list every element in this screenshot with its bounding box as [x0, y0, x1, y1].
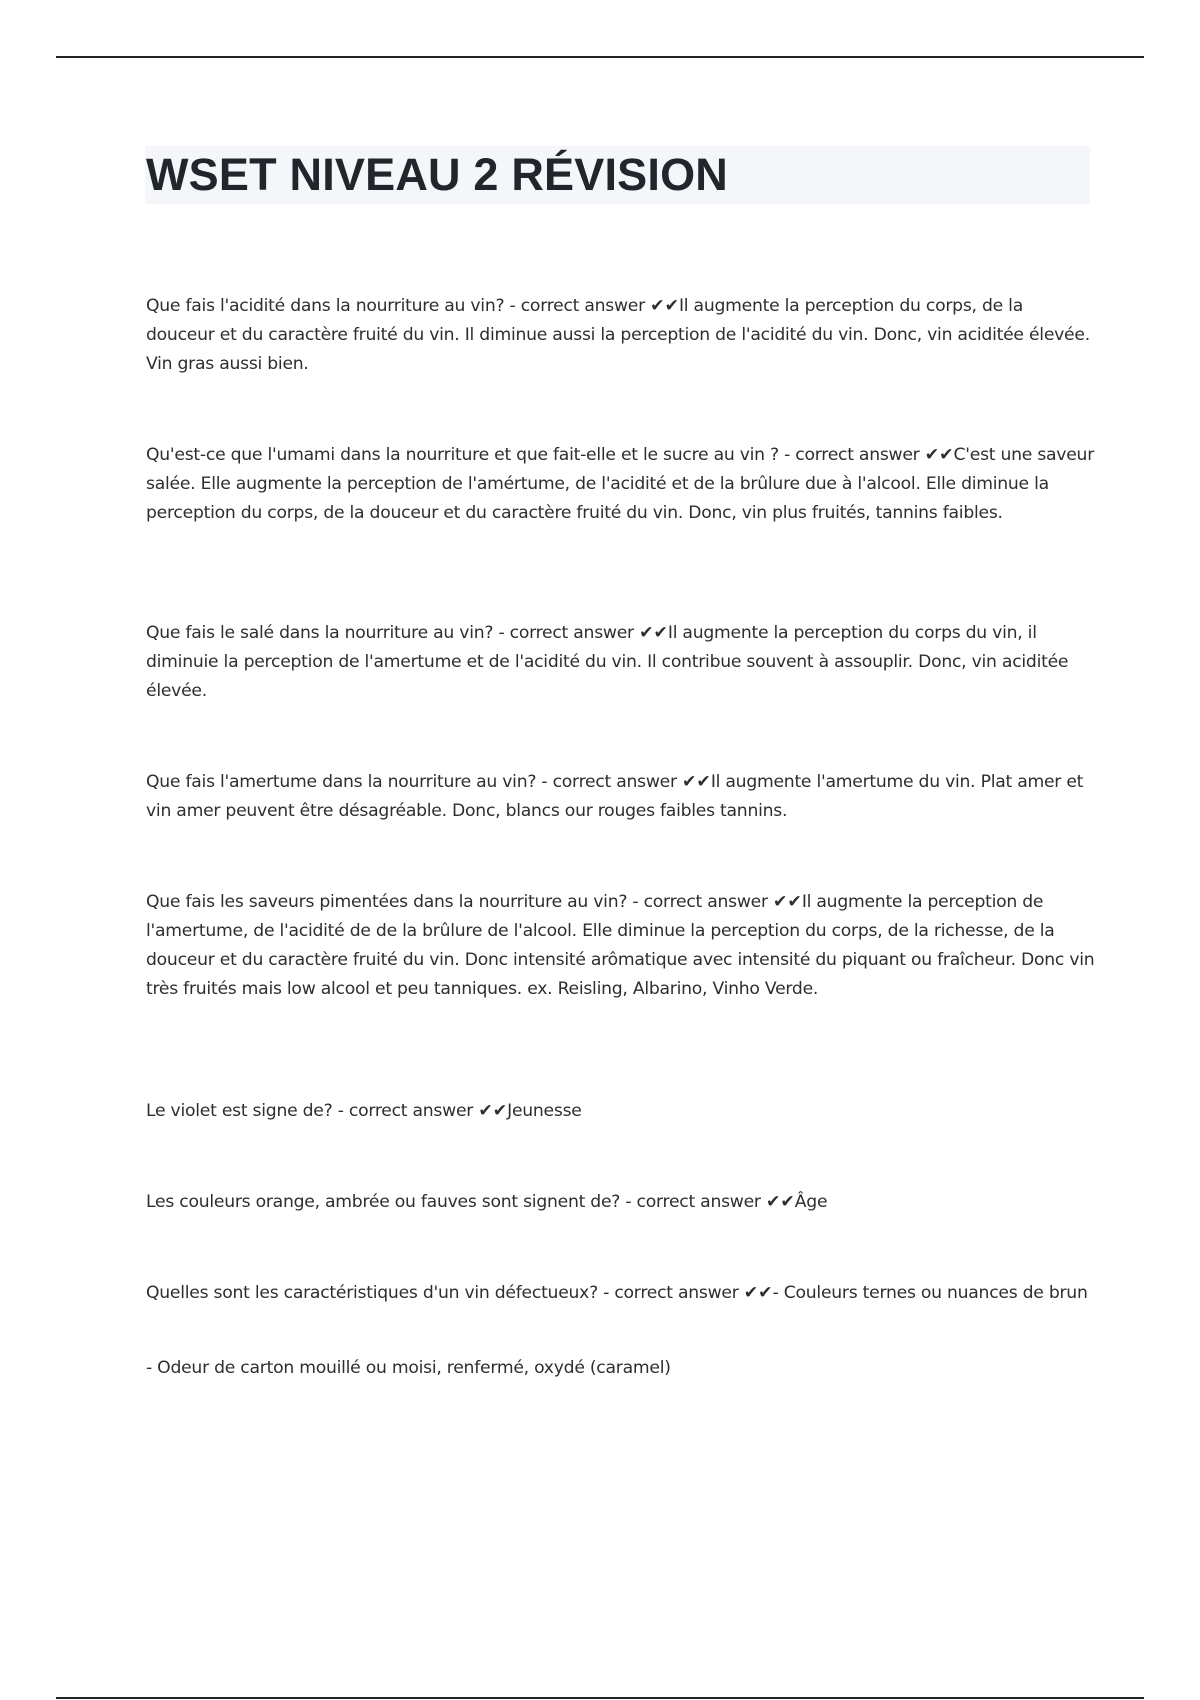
- double-check-icon: ✔✔: [639, 623, 668, 643]
- question-text: Que fais l'amertume dans la nourriture au vin? - correct answer: [146, 772, 683, 792]
- answer-continuation: - Odeur de carton mouillé ou moisi, renfermé, oxydé (caramel): [146, 1358, 671, 1378]
- question-text: Les couleurs orange, ambrée ou fauves sont signent de? - correct answer: [146, 1192, 766, 1212]
- qa-entry: [146, 768, 1096, 826]
- qa-entry: [146, 1188, 1096, 1217]
- double-check-icon: ✔✔: [765, 1192, 795, 1212]
- double-check-icon: ✔✔: [773, 892, 802, 912]
- double-check-icon: ✔✔: [650, 296, 679, 316]
- answer-text: Il augmente la perception de l'amertume, de l'acidité de de la brûlure de l'alcool. Elle diminue la perception du corps, de la richesse, de la douceur et du caractère fruité du vin. Donc intensité arômatique avec intensité du piquant ou fraîcheur. Donc vin très fruités mais low alcool et peu tanniques. ex. Reisling, Albarino, Vinho Verde.: [146, 892, 1095, 999]
- answer-text: Il augmente la perception du corps du vin, il diminuie la perception de l'amertume et de l'acidité du vin. Il contribue souvent à assouplir. Donc, vin aciditée élevée.: [146, 623, 1069, 701]
- question-text: Que fais l'acidité dans la nourriture au vin? - correct answer: [146, 296, 651, 316]
- question-text: Qu'est-ce que l'umami dans la nourriture et que fait-elle et le sucre au vin ? - correct answer: [146, 445, 925, 465]
- question-text: Le violet est signe de? - correct answer: [146, 1101, 479, 1121]
- double-check-icon: ✔✔: [682, 772, 711, 792]
- qa-entry: [146, 1097, 1096, 1126]
- qa-entry: [146, 1279, 1096, 1308]
- qa-entry: [146, 888, 1096, 1004]
- bottom-rule: [56, 1697, 1144, 1699]
- qa-entry: [146, 292, 1096, 379]
- answer-text: - Couleurs ternes ou nuances de brun: [772, 1283, 1088, 1303]
- answer-text: Jeunesse: [507, 1101, 582, 1121]
- qa-entry: [146, 441, 1096, 528]
- answer-text: Il augmente l'amertume du vin. Plat amer et vin amer peuvent être désagréable. Donc, blancs our rouges faibles tannins.: [146, 772, 1084, 821]
- qa-entry: [146, 619, 1096, 706]
- double-check-icon: ✔✔: [478, 1101, 508, 1121]
- answer-text: Âge: [794, 1192, 828, 1212]
- question-text: Que fais le salé dans la nourriture au vin? - correct answer: [146, 623, 640, 643]
- answer-text: C'est une saveur salée. Elle augmente la perception de l'amértume, de l'acidité et de la brûlure due à l'alcool. Elle diminue la perception du corps, de la douceur et du caractère fruité du vin. Donc, vin plus fruités, tannins faibles.: [146, 445, 1095, 523]
- answer-text: Il augmente la perception du corps, de la douceur et du caractère fruité du vin. Il diminue aussi la perception de l'acidité du vin. Donc, vin aciditée élevée. Vin gras aussi bien.: [146, 296, 1090, 374]
- double-check-icon: ✔✔: [743, 1283, 773, 1303]
- question-text: Quelles sont les caractéristiques d'un vin défectueux? - correct answer: [146, 1283, 744, 1303]
- page-title: WSET NIVEAU 2 RÉVISION: [146, 149, 728, 200]
- question-text: Que fais les saveurs pimentées dans la nourriture au vin? - correct answer: [146, 892, 774, 912]
- top-rule: [56, 56, 1144, 58]
- double-check-icon: ✔✔: [924, 445, 954, 465]
